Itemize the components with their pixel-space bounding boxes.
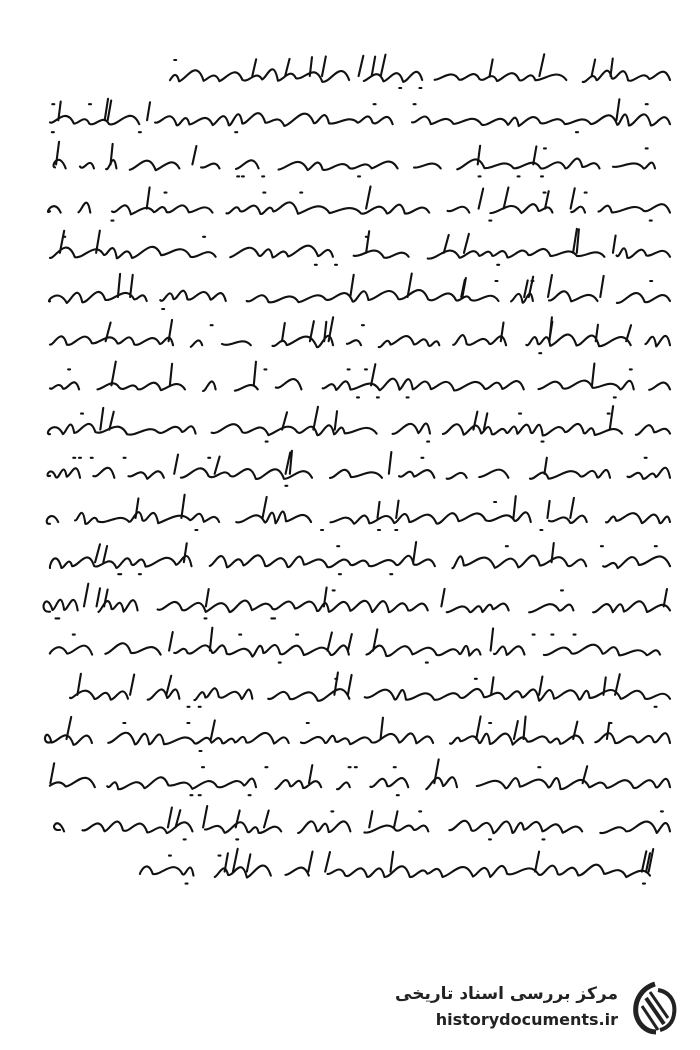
watermark-title: مرکز بررسی اسناد تاریخی [395, 984, 618, 1004]
watermark-url: historydocuments.ir [435, 1010, 618, 1029]
handwritten-line [170, 69, 670, 82]
handwritten-marks [106, 317, 631, 353]
handwritten-line [48, 423, 670, 435]
handwritten-marks [136, 495, 574, 530]
handwritten-line [44, 600, 670, 613]
handwritten-line [70, 688, 670, 701]
handwritten-line [50, 113, 670, 126]
handwritten-line [50, 777, 670, 789]
handwritten-line [45, 733, 670, 745]
archive-watermark [392, 978, 682, 1040]
handwritten-line [48, 202, 670, 214]
handwritten-marks [111, 186, 651, 220]
handwritten-marks [52, 99, 648, 132]
handwritten-line [50, 555, 670, 568]
handwritten-line [49, 290, 670, 303]
handwritten-line [54, 821, 670, 833]
handwritten-marks [68, 362, 632, 398]
handwritten-marks [169, 849, 653, 884]
handwritten-line [47, 511, 670, 523]
handwritten-marks [60, 229, 616, 265]
handwritten-marks [67, 716, 612, 751]
handwritten-line [54, 159, 655, 171]
handwritten-marks [81, 406, 613, 441]
handwritten-marks [95, 542, 657, 574]
handwritten-marks [73, 628, 576, 663]
handwritten-marks [73, 451, 646, 486]
handwritten-line [140, 865, 650, 878]
handwritten-line [50, 379, 670, 391]
handwritten-line [50, 335, 670, 348]
handwritten-marks [174, 54, 613, 88]
handwritten-line [48, 468, 670, 479]
handwritten-marks [56, 142, 648, 177]
book-pages-icon [628, 980, 682, 1036]
handwritten-text-block [30, 52, 680, 912]
handwritten-marks [50, 759, 587, 795]
handwritten-line [50, 643, 660, 656]
